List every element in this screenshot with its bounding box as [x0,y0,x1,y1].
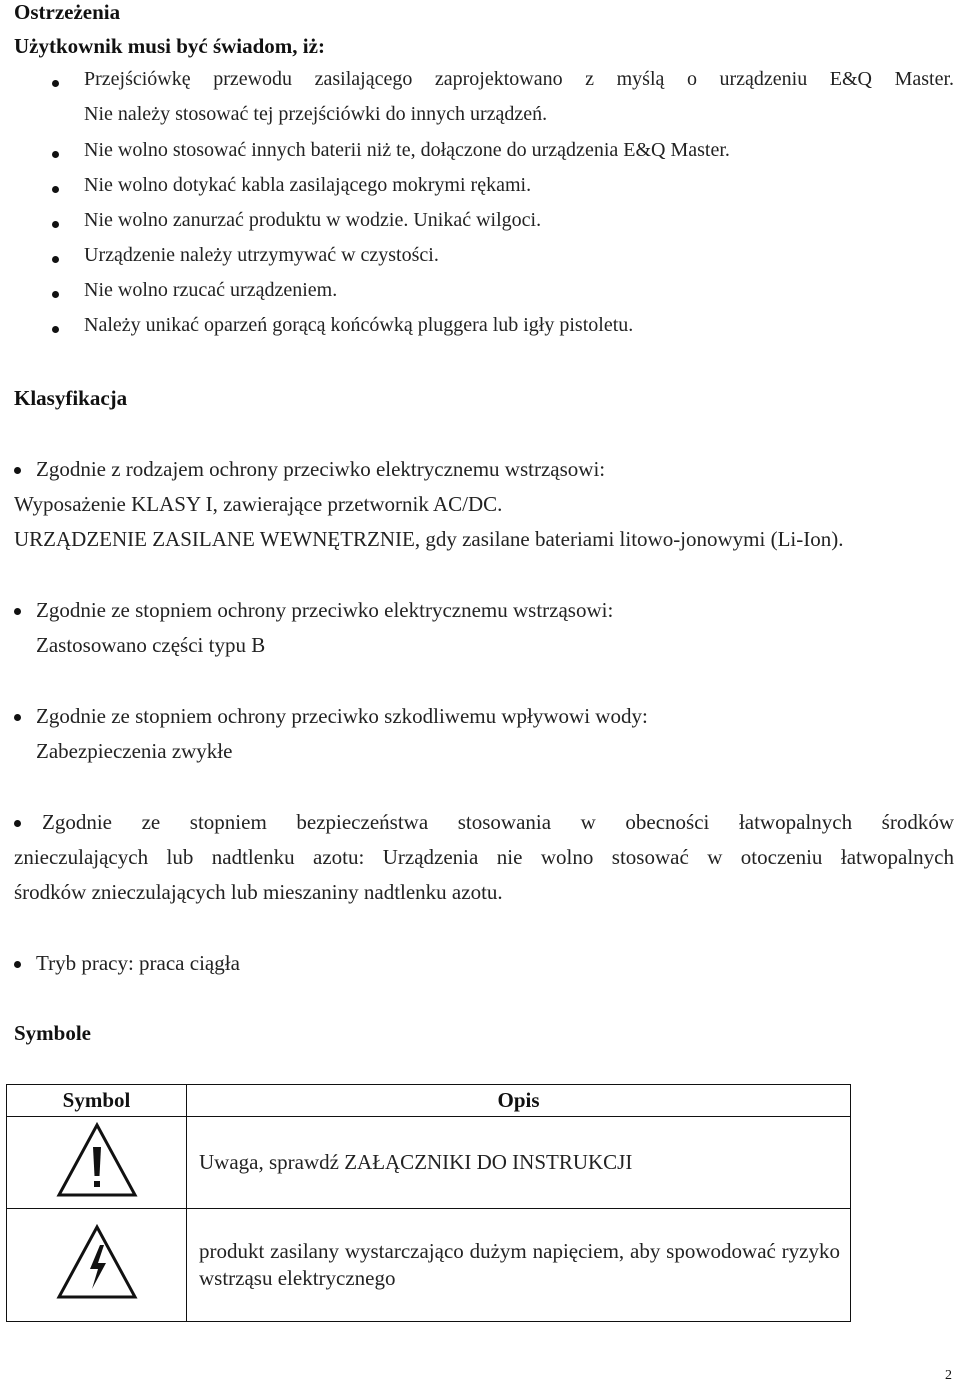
table-row [7,1117,851,1209]
class-b4-line-3: środków znieczulających lub mieszaniny nadtlenku azotu. [14,880,503,904]
bullet-icon [52,291,59,298]
bullet-icon [14,820,21,827]
bullet-icon [52,80,59,87]
section-title-warnings: Ostrzeżenia [14,0,121,24]
warning-item-1-line-1: Przejściówkę przewodu zasilającego zaprojektowano z myślą o urządzeniu E&Q Master. [84,68,954,90]
description-cell: produkt zasilany wystarczająco dużym napięciem, aby spowodować ryzyko wstrząsu elektrycznego [187,1209,851,1322]
bullet-icon [52,256,59,263]
symbol-cell [7,1209,187,1322]
class-b1-line-1: Zgodnie z rodzajem ochrony przeciwko elektrycznemu wstrząsowi: [36,457,606,481]
warning-item-6: Nie wolno rzucać urządzeniem. [84,279,338,301]
warning-item-1-line-2: Nie należy stosować tej przejściówki do innych urządzeń. [84,103,548,125]
high-voltage-icon [56,1223,138,1301]
class-b3-line-1: Zgodnie ze stopniem ochrony przeciwko szkodliwemu wpływowi wody: [36,704,648,728]
warnings-subtitle: Użytkownik musi być świadom, iż: [14,34,325,58]
bullet-icon [14,961,21,968]
bullet-icon [14,608,21,615]
class-b4-line-2: znieczulających lub nadtlenku azotu: Urządzenia nie wolno stosować w otoczeniu łatwopalnych [14,845,954,869]
class-b3-line-2: Zabezpieczenia zwykłe [36,739,233,763]
bullet-icon [14,714,21,721]
bullet-icon [52,326,59,333]
warning-item-2: Nie wolno stosować innych baterii niż te, dołączone do urządzenia E&Q Master. [84,139,730,161]
class-b2-line-2: Zastosowano części typu B [36,633,266,657]
section-title-classification: Klasyfikacja [14,386,128,410]
header-symbol: Symbol [7,1085,187,1117]
symbol-cell [7,1117,187,1209]
header-description: Opis [187,1085,851,1117]
section-title-symbols: Symbole [14,1021,92,1045]
symbols-table [6,1084,851,1322]
bullet-icon [52,186,59,193]
table-row [7,1209,851,1322]
table-header-row [7,1085,851,1117]
class-b5: Tryb pracy: praca ciągła [36,951,240,975]
warning-exclamation-icon [56,1121,138,1199]
class-b2-line-1: Zgodnie ze stopniem ochrony przeciwko elektrycznemu wstrząsowi: [36,598,614,622]
description-cell: Uwaga, sprawdź ZAŁĄCZNIKI DO INSTRUKCJI [187,1117,851,1209]
class-b1-line-3: URZĄDZENIE ZASILANE WEWNĘTRZNIE, gdy zasilane bateriami litowo-jonowymi (Li-Ion). [14,527,844,551]
warning-item-5: Urządzenie należy utrzymywać w czystości. [84,244,439,266]
page-number: 2 [945,1368,952,1383]
class-b1-line-2: Wyposażenie KLASY I, zawierające przetwornik AC/DC. [14,492,503,516]
warning-item-7: Należy unikać oparzeń gorącą końcówką pluggera lub igły pistoletu. [84,314,634,336]
bullet-icon [52,221,59,228]
warning-item-4: Nie wolno zanurzać produktu w wodzie. Unikać wilgoci. [84,209,542,231]
class-b4-line-1: Zgodnie ze stopniem bezpieczeństwa stosowania w obecności łatwopalnych środków [42,810,954,834]
warning-item-3: Nie wolno dotykać kabla zasilającego mokrymi rękami. [84,174,532,196]
bullet-icon [52,151,59,158]
bullet-icon [14,467,21,474]
